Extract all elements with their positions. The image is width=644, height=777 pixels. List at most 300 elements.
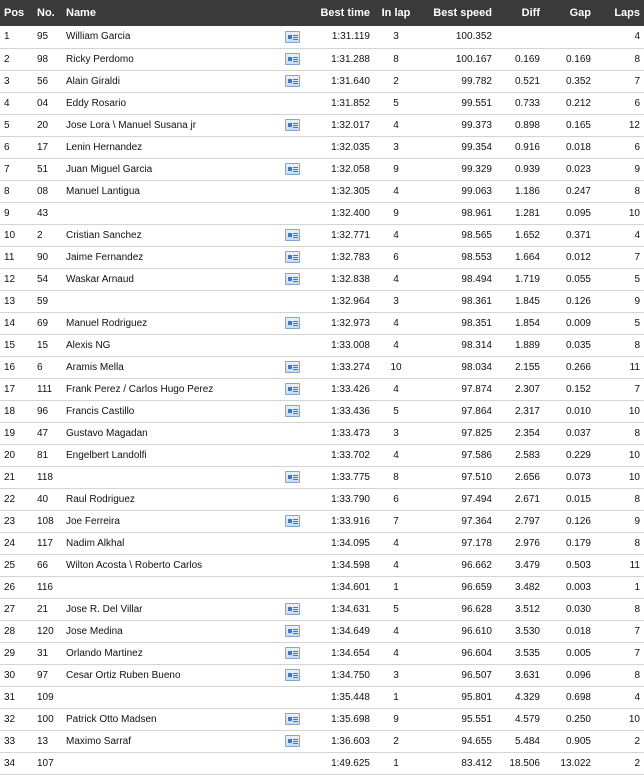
cell-in-lap: 1	[393, 581, 399, 593]
cell-pos: 20	[4, 449, 16, 461]
cell-gap: 0.010	[565, 405, 591, 417]
cell-best-time: 1:32.400	[331, 207, 370, 219]
cell-in-lap: 4	[393, 185, 399, 197]
cell-in-lap: 8	[393, 53, 399, 65]
cell-best-time: 1:33.274	[331, 361, 370, 373]
table-row	[0, 620, 644, 642]
cell-laps: 7	[634, 383, 640, 395]
cell-best-speed: 98.553	[461, 251, 492, 263]
cell-number: 21	[37, 603, 49, 615]
cell-diff: 2.354	[514, 427, 540, 439]
cell-diff: 1.664	[514, 251, 540, 263]
cell-in-lap: 3	[393, 31, 399, 43]
driver-card-icon[interactable]	[285, 669, 300, 681]
col-header-best-time[interactable]: Best time	[320, 7, 370, 19]
cell-gap: 0.179	[565, 537, 591, 549]
cell-number: 15	[37, 339, 49, 351]
cell-laps: 10	[628, 471, 640, 483]
cell-in-lap: 4	[393, 383, 399, 395]
table-row	[0, 246, 644, 268]
cell-gap: 0.096	[565, 669, 591, 681]
driver-card-icon[interactable]	[285, 515, 300, 527]
cell-best-speed: 99.782	[461, 75, 492, 87]
cell-pos: 5	[4, 119, 10, 131]
cell-gap	[544, 26, 595, 48]
cell-best-time: 1:34.598	[331, 559, 370, 571]
cell-best-time: 1:32.838	[331, 273, 370, 285]
cell-diff: 0.169	[514, 53, 540, 65]
cell-number: 100	[37, 713, 54, 725]
cell-driver-name	[62, 202, 276, 224]
cell-number: 2	[37, 229, 43, 241]
cell-diff: 0.521	[514, 75, 540, 87]
cell-diff: 2.797	[514, 515, 540, 527]
cell-best-speed: 94.655	[461, 735, 492, 747]
table-row	[0, 268, 644, 290]
cell-diff: 1.889	[514, 339, 540, 351]
cell-driver-name	[62, 466, 276, 488]
cell-in-lap: 6	[393, 251, 399, 263]
cell-laps: 4	[634, 691, 640, 703]
cell-best-time: 1:31.288	[331, 53, 370, 65]
cell-number: 56	[37, 75, 49, 87]
cell-number: 69	[37, 317, 49, 329]
cell-number: 40	[37, 493, 49, 505]
cell-in-lap: 2	[393, 75, 399, 87]
cell-icon	[276, 686, 308, 708]
cell-best-speed: 99.354	[461, 141, 492, 153]
table-row	[0, 686, 644, 708]
driver-card-icon[interactable]	[285, 163, 300, 175]
cell-best-speed: 98.494	[461, 273, 492, 285]
header-row	[0, 0, 644, 26]
cell-laps: 10	[628, 405, 640, 417]
cell-number: 81	[37, 449, 49, 461]
cell-diff	[496, 26, 544, 48]
cell-best-time: 1:34.649	[331, 625, 370, 637]
cell-laps: 1	[634, 581, 640, 593]
cell-pos: 29	[4, 647, 16, 659]
cell-best-speed: 100.167	[455, 53, 492, 65]
cell-number: 43	[37, 207, 49, 219]
cell-diff: 4.579	[514, 713, 540, 725]
cell-number: 111	[37, 383, 53, 395]
cell-laps: 4	[634, 229, 640, 241]
cell-laps: 8	[634, 339, 640, 351]
cell-in-lap: 9	[393, 713, 399, 725]
cell-best-speed: 99.063	[461, 185, 492, 197]
cell-best-speed: 99.373	[461, 119, 492, 131]
cell-gap: 0.352	[565, 75, 591, 87]
table-row	[0, 510, 644, 532]
cell-number: 97	[37, 669, 49, 681]
cell-laps: 4	[634, 31, 640, 43]
cell-pos: 7	[4, 163, 10, 175]
cell-laps: 8	[634, 537, 640, 549]
cell-pos: 6	[4, 141, 10, 153]
cell-gap: 0.169	[565, 53, 591, 65]
cell-icon	[276, 290, 308, 312]
cell-driver-name: Ricky Perdomo	[66, 53, 134, 65]
cell-driver-name: Raul Rodriguez	[66, 493, 135, 505]
col-header-icon	[276, 0, 308, 26]
cell-pos: 4	[4, 97, 10, 109]
cell-laps: 6	[634, 97, 640, 109]
cell-laps: 5	[634, 273, 640, 285]
col-header-in-lap[interactable]: In lap	[381, 7, 411, 19]
cell-best-time: 1:34.654	[331, 647, 370, 659]
cell-icon	[276, 708, 308, 730]
cell-icon	[276, 642, 308, 664]
cell-best-time: 1:33.473	[331, 427, 370, 439]
cell-driver-name: Jose R. Del Villar	[66, 603, 143, 615]
cell-driver-name: Lenin Hernandez	[66, 141, 143, 153]
cell-pos: 32	[4, 713, 16, 725]
cell-laps: 9	[634, 163, 640, 175]
cell-laps: 10	[628, 449, 640, 461]
cell-best-time: 1:33.790	[331, 493, 370, 505]
cell-pos: 2	[4, 53, 10, 65]
cell-pos: 31	[4, 691, 16, 703]
cell-in-lap: 4	[393, 647, 399, 659]
cell-gap: 0.005	[565, 647, 591, 659]
table-row	[0, 114, 644, 136]
driver-card-icon[interactable]	[285, 273, 300, 285]
cell-icon	[276, 356, 308, 378]
cell-diff: 2.317	[514, 405, 540, 417]
cell-icon	[276, 664, 308, 686]
driver-card-icon[interactable]	[285, 53, 300, 65]
driver-card-icon[interactable]	[285, 405, 300, 417]
cell-driver-name: Wilton Acosta \ Roberto Carlos	[66, 559, 203, 571]
cell-diff: 3.482	[514, 581, 540, 593]
col-header-laps[interactable]: Laps	[614, 7, 640, 19]
cell-gap: 0.247	[565, 185, 591, 197]
driver-card-icon[interactable]	[285, 647, 300, 659]
table-row	[0, 466, 644, 488]
cell-driver-name: Jose Lora \ Manuel Susana jr	[66, 119, 197, 131]
cell-number: 109	[37, 691, 54, 703]
cell-driver-name: Manuel Rodriguez	[66, 317, 148, 329]
cell-pos: 13	[4, 295, 16, 307]
cell-in-lap: 10	[390, 361, 402, 373]
cell-icon	[276, 488, 308, 510]
cell-in-lap: 3	[393, 295, 399, 307]
cell-best-time: 1:35.448	[331, 691, 370, 703]
cell-best-time: 1:32.017	[331, 119, 370, 131]
cell-best-speed: 98.565	[461, 229, 492, 241]
cell-diff: 0.898	[514, 119, 540, 131]
cell-gap: 0.055	[565, 273, 591, 285]
driver-card-icon[interactable]	[285, 251, 300, 263]
cell-laps: 7	[634, 251, 640, 263]
cell-in-lap: 6	[393, 493, 399, 505]
cell-diff: 2.976	[514, 537, 540, 549]
cell-best-speed: 95.801	[461, 691, 492, 703]
cell-pos: 24	[4, 537, 16, 549]
cell-laps: 2	[634, 735, 640, 747]
cell-best-time: 1:32.305	[331, 185, 370, 197]
cell-driver-name: Waskar Arnaud	[66, 273, 134, 285]
cell-number: 116	[37, 581, 53, 593]
cell-diff: 5.484	[514, 735, 540, 747]
cell-icon	[276, 70, 308, 92]
cell-icon	[276, 334, 308, 356]
cell-gap: 0.023	[565, 163, 591, 175]
cell-number: 04	[37, 97, 49, 109]
driver-card-icon[interactable]	[285, 471, 300, 483]
cell-best-time: 1:35.698	[331, 713, 370, 725]
cell-pos: 34	[4, 757, 16, 769]
cell-in-lap: 5	[393, 603, 399, 615]
cell-in-lap: 4	[393, 449, 399, 461]
cell-best-speed: 99.329	[461, 163, 492, 175]
cell-icon	[276, 224, 308, 246]
col-header-best-speed[interactable]: Best speed	[433, 7, 492, 19]
col-header-name[interactable]: Name	[66, 7, 96, 19]
cell-gap: 0.152	[565, 383, 591, 395]
cell-diff: 3.512	[514, 603, 540, 615]
cell-pos: 18	[4, 405, 16, 417]
cell-diff: 1.719	[514, 273, 540, 285]
cell-laps: 10	[628, 713, 640, 725]
table-row	[0, 290, 644, 312]
cell-pos: 19	[4, 427, 16, 439]
cell-icon	[276, 620, 308, 642]
driver-card-icon[interactable]	[285, 625, 300, 637]
table-row	[0, 576, 644, 598]
cell-icon	[276, 554, 308, 576]
cell-laps: 8	[634, 669, 640, 681]
cell-number: 108	[37, 515, 54, 527]
table-row	[0, 488, 644, 510]
cell-diff: 4.329	[514, 691, 540, 703]
cell-icon	[276, 158, 308, 180]
cell-number: 59	[37, 295, 49, 307]
cell-driver-name	[62, 686, 276, 708]
cell-pos: 27	[4, 603, 16, 615]
table-row	[0, 444, 644, 466]
driver-card-icon[interactable]	[285, 31, 300, 43]
cell-laps: 8	[634, 53, 640, 65]
cell-pos: 33	[4, 735, 16, 747]
cell-gap: 0.503	[565, 559, 591, 571]
table-row	[0, 136, 644, 158]
cell-icon	[276, 576, 308, 598]
cell-best-time: 1:33.008	[331, 339, 370, 351]
cell-gap: 0.698	[565, 691, 591, 703]
cell-best-speed: 97.864	[461, 405, 492, 417]
cell-pos: 10	[4, 229, 16, 241]
col-header-no[interactable]: No.	[37, 7, 55, 19]
cell-laps: 7	[634, 647, 640, 659]
cell-number: 118	[37, 471, 53, 483]
cell-diff: 2.155	[514, 361, 540, 373]
cell-number: 95	[37, 31, 49, 43]
cell-best-time: 1:34.095	[331, 537, 370, 549]
cell-number: 31	[37, 647, 49, 659]
col-header-gap[interactable]: Gap	[569, 7, 591, 19]
cell-icon	[276, 26, 308, 48]
table-row	[0, 158, 644, 180]
cell-icon	[276, 422, 308, 444]
driver-card-icon[interactable]	[285, 735, 300, 747]
cell-gap: 0.030	[565, 603, 591, 615]
cell-best-speed: 97.494	[461, 493, 492, 505]
cell-gap: 0.015	[565, 493, 591, 505]
cell-driver-name: Cristian Sanchez	[66, 229, 142, 241]
cell-in-lap: 7	[393, 515, 399, 527]
cell-icon	[276, 400, 308, 422]
cell-laps: 7	[634, 75, 640, 87]
cell-driver-name: Eddy Rosario	[66, 97, 127, 109]
driver-card-icon[interactable]	[285, 229, 300, 241]
cell-pos: 9	[4, 207, 10, 219]
cell-laps: 6	[634, 141, 640, 153]
cell-laps: 8	[634, 185, 640, 197]
cell-in-lap: 4	[393, 559, 399, 571]
cell-best-time: 1:31.119	[331, 31, 370, 43]
cell-diff: 1.281	[514, 207, 540, 219]
col-header-diff[interactable]: Diff	[521, 7, 540, 19]
cell-diff: 0.939	[514, 163, 540, 175]
cell-pos: 11	[4, 251, 15, 263]
cell-number: 54	[37, 273, 49, 285]
cell-pos: 25	[4, 559, 16, 571]
cell-driver-name: Orlando Martinez	[66, 647, 143, 659]
cell-diff: 0.733	[514, 97, 540, 109]
cell-driver-name: Manuel Lantigua	[66, 185, 140, 197]
table-row	[0, 664, 644, 686]
cell-diff: 2.583	[514, 449, 540, 461]
cell-icon	[276, 48, 308, 70]
table-row	[0, 312, 644, 334]
cell-number: 117	[37, 537, 53, 549]
cell-driver-name: Nadim Alkhal	[66, 537, 125, 549]
cell-best-time: 1:36.603	[331, 735, 370, 747]
cell-diff: 3.631	[514, 669, 540, 681]
table-row	[0, 334, 644, 356]
cell-in-lap: 3	[393, 669, 399, 681]
cell-best-speed: 97.586	[461, 449, 492, 461]
cell-diff: 2.307	[514, 383, 540, 395]
cell-best-speed: 97.510	[461, 471, 492, 483]
cell-best-speed: 96.662	[461, 559, 492, 571]
cell-in-lap: 4	[393, 317, 399, 329]
cell-best-speed: 98.314	[461, 339, 492, 351]
cell-best-time: 1:33.775	[331, 471, 370, 483]
cell-pos: 26	[4, 581, 16, 593]
cell-best-time: 1:34.631	[331, 603, 370, 615]
driver-card-icon[interactable]	[285, 603, 300, 615]
cell-number: 98	[37, 53, 49, 65]
cell-icon	[276, 114, 308, 136]
cell-pos: 17	[4, 383, 16, 395]
cell-best-time: 1:33.916	[331, 515, 370, 527]
cell-laps: 9	[634, 515, 640, 527]
driver-card-icon[interactable]	[285, 713, 300, 725]
cell-best-speed: 97.874	[461, 383, 492, 395]
cell-in-lap: 5	[393, 405, 399, 417]
driver-card-icon[interactable]	[285, 317, 300, 329]
cell-gap: 0.009	[565, 317, 591, 329]
cell-diff: 18.506	[509, 757, 540, 769]
cell-laps: 10	[628, 207, 640, 219]
driver-card-icon[interactable]	[285, 383, 300, 395]
cell-pos: 1	[4, 31, 10, 43]
cell-in-lap: 9	[393, 207, 399, 219]
cell-best-time: 1:32.964	[331, 295, 370, 307]
cell-diff: 3.479	[514, 559, 540, 571]
cell-pos: 23	[4, 515, 16, 527]
table-row	[0, 752, 644, 774]
cell-best-speed: 96.604	[461, 647, 492, 659]
cell-pos: 8	[4, 185, 10, 197]
cell-driver-name: Cesar Ortiz Ruben Bueno	[66, 669, 181, 681]
cell-in-lap: 3	[393, 141, 399, 153]
cell-diff: 1.845	[514, 295, 540, 307]
cell-gap: 0.266	[565, 361, 591, 373]
cell-driver-name: Patrick Otto Madsen	[66, 713, 157, 725]
cell-laps: 9	[634, 295, 640, 307]
cell-laps: 12	[628, 119, 640, 131]
col-header-pos[interactable]: Pos	[4, 7, 25, 19]
cell-driver-name: Gustavo Magadan	[66, 427, 148, 439]
cell-diff: 2.671	[514, 493, 540, 505]
cell-gap: 0.037	[565, 427, 591, 439]
table-row	[0, 202, 644, 224]
cell-best-speed: 97.178	[461, 537, 492, 549]
cell-diff: 0.916	[514, 141, 540, 153]
cell-driver-name: Alexis NG	[66, 339, 111, 351]
cell-in-lap: 9	[393, 163, 399, 175]
cell-laps: 8	[634, 493, 640, 505]
cell-number: 13	[37, 735, 49, 747]
cell-pos: 30	[4, 669, 16, 681]
cell-number: 120	[37, 625, 54, 637]
driver-card-icon[interactable]	[285, 119, 300, 131]
cell-in-lap: 4	[393, 339, 399, 351]
cell-in-lap: 4	[393, 273, 399, 285]
cell-best-speed: 99.551	[461, 97, 492, 109]
driver-card-icon[interactable]	[285, 75, 300, 87]
cell-diff: 2.656	[514, 471, 540, 483]
cell-best-time: 1:32.771	[331, 229, 370, 241]
cell-icon	[276, 466, 308, 488]
cell-in-lap: 8	[393, 471, 399, 483]
cell-pos: 28	[4, 625, 16, 637]
cell-icon	[276, 268, 308, 290]
cell-icon	[276, 136, 308, 158]
driver-card-icon[interactable]	[285, 361, 300, 373]
cell-gap: 0.371	[565, 229, 591, 241]
cell-icon	[276, 444, 308, 466]
cell-gap: 0.018	[565, 625, 591, 637]
cell-best-speed: 95.551	[461, 713, 492, 725]
table-row	[0, 224, 644, 246]
cell-number: 6	[37, 361, 43, 373]
cell-in-lap: 4	[393, 229, 399, 241]
cell-best-speed: 83.412	[461, 757, 492, 769]
cell-icon	[276, 180, 308, 202]
cell-number: 51	[37, 163, 49, 175]
table-row	[0, 48, 644, 70]
cell-driver-name: Joe Ferreira	[66, 515, 120, 527]
cell-best-speed: 97.364	[461, 515, 492, 527]
cell-best-time: 1:32.973	[331, 317, 370, 329]
cell-diff: 3.530	[514, 625, 540, 637]
cell-gap: 0.035	[565, 339, 591, 351]
